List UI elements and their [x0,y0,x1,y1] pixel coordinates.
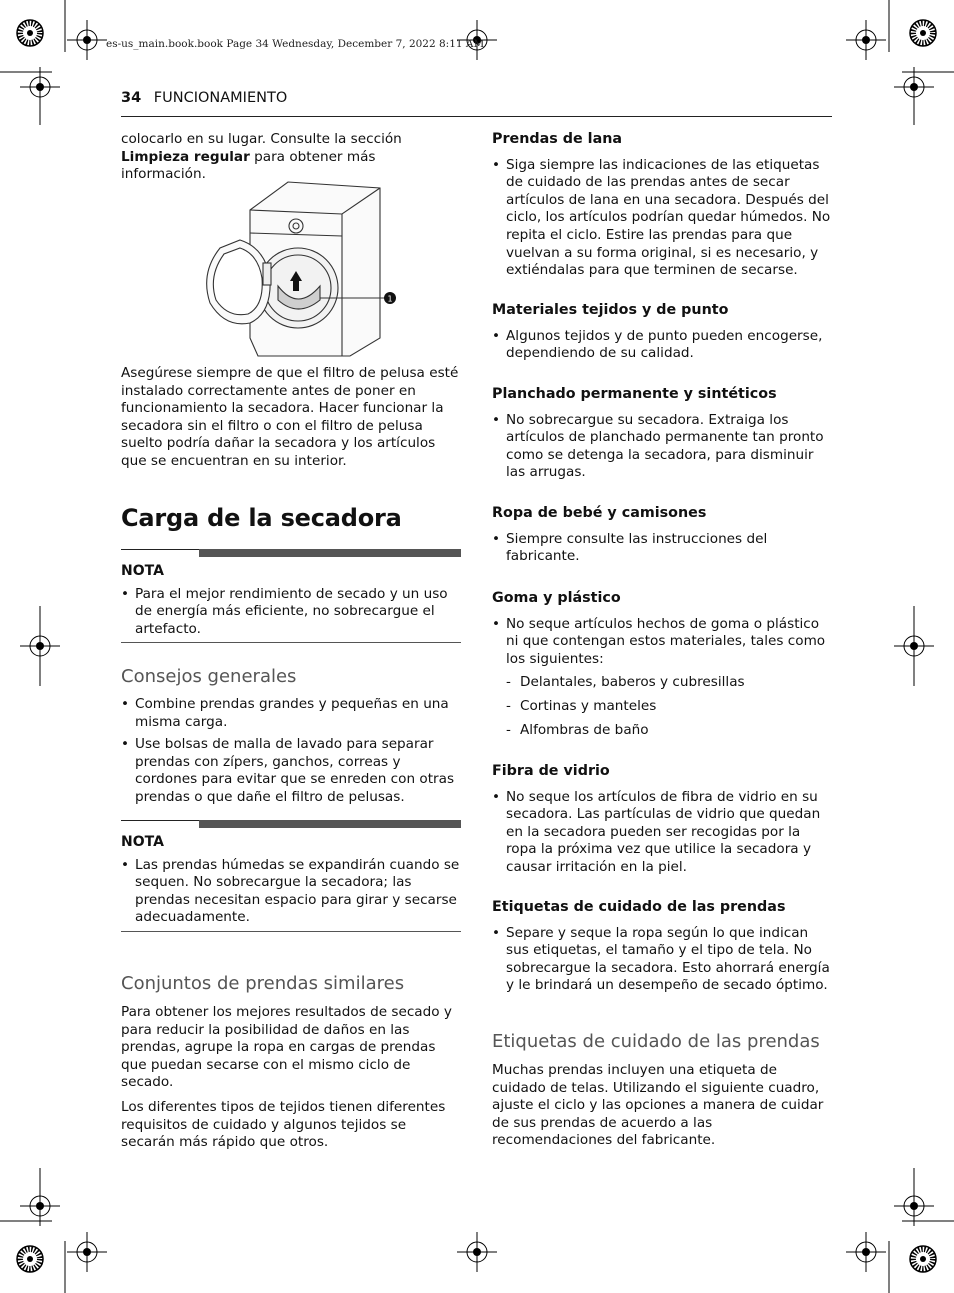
registration-crosshair-icon [20,626,60,666]
page-header [121,90,832,117]
note-title: NOTA [121,834,164,850]
list-item: • Para el mejor rendimiento de secado y un uso de energía más eficiente, no sobrecargue el artefacto. [121,586,461,639]
sub-list-item: - Cortinas y manteles [492,698,832,716]
note-bar [121,549,461,559]
registration-crosshair-icon [67,20,107,60]
registration-crosshair-icon [67,1232,107,1272]
registration-star-icon [17,20,43,46]
list-item: • No seque los artículos de fibra de vidrio en su secadora. Las partículas de vidrio que quedan en la secadora pueden ser recogidas por la ropa la próxima vez que utilice la secadora y causar irritación en la piel. [492,789,832,877]
knits-section [492,302,832,368]
general-tips-list [121,696,461,812]
list-item: • Combine prendas grandes y pequeñas en una misma carga. [121,696,461,731]
item-heading: Fibra de vidrio [492,763,610,779]
item-heading: Materiales tejidos y de punto [492,302,729,318]
sub-list-item: - Delantales, baberos y cubresillas [492,674,832,692]
care-labels-text: Muchas prendas incluyen una etiqueta de cuidado de telas. Utilizando el siguiente cuadro, ajuste el ciclo y las opciones a manera de cuidar de sus prendas de acuerdo a las recomendaciones del fabricante. [492,1062,824,1149]
wool-section [492,131,832,285]
note-bar [121,820,461,830]
item-heading: Prendas de lana [492,131,623,147]
intro-paragraph: colocarlo en su lugar. Consulte la sección Limpieza regular para obtener más información. [121,131,402,183]
list-item: • Use bolsas de malla de lavado para separar prendas con zípers, ganchos, correas y cordones para evitar que se enreden con otras prendas o que dañe el filtro de pelusas. [121,736,461,806]
registration-crosshair-icon [457,1232,497,1272]
fiberglass-section [492,763,832,882]
reference-link: Limpieza regular [121,148,250,165]
dryer-illustration [180,178,402,360]
subsection-title: Etiquetas de cuidado de las prendas [492,1031,820,1052]
registration-crosshair-icon [20,67,60,107]
item-heading: Goma y plástico [492,590,621,606]
list-item: • No seque artículos hechos de goma o plástico ni que contengan estos materiales, tales como los siguientes: [492,616,832,669]
print-slug: es-us_main.book.book Page 34 Wednesday, December 7, 2022 8:11 AM [106,38,485,50]
section-heading: Carga de la secadora [121,504,402,532]
note-title: NOTA [121,563,164,579]
item-heading: Ropa de bebé y camisones [492,505,707,521]
registration-crosshair-icon [894,67,934,107]
permanent-press-section [492,386,832,487]
list-item: • Siga siempre las indicaciones de las etiquetas de cuidado de las prendas antes de secar artículos de lana en una secadora. Después del ciclo, los artículos podrían quedar húmedos. No repita el ciclo. Estire las prendas para que vuelvan a su forma original, si es necesario, y extiéndalas para que terminen de secarse. [492,157,832,280]
page-number: 34 [121,90,142,106]
baby-clothes-section [492,505,832,571]
callout-number: 1 [387,294,393,304]
item-heading: Etiquetas de cuidado de las prendas [492,899,786,915]
list-item: • Las prendas húmedas se expandirán cuando se sequen. No sobrecargue la secadora; las prendas necesitan espacio para girar y secarse adecuadamente. [121,857,461,927]
similar-sets-text: Para obtener los mejores resultados de secado y para reducir la posibilidad de daños en las prendas, agrupe la ropa en cargas de prendas que puedan secarse con el mismo ciclo de secado. Los diferentes tipos de tejidos tienen diferentes requisitos de cuidado y algunos tejidos se secarán más rápido que otros. [121,1004,452,1151]
list-item: • Separe y seque la ropa según lo que indican sus etiquetas, el tamaño y el tipo de tela. No sobrecargue la secadora. Esto ahorrará energía y le brindará un desempeño de secado óptimo. [492,925,832,995]
subsection-title: Conjuntos de prendas similares [121,973,405,994]
registration-crosshair-icon [894,626,934,666]
divider [121,642,461,643]
rubber-plastic-section [492,590,832,745]
section-title: FUNCIONAMIENTO [153,90,288,106]
filter-warning: Asegúrese siempre de que el filtro de pelusa esté instalado correctamente antes de poner en funcionamiento la secadora. Hacer funcionar la secadora sin el filtro o con el filtro de pelusa suelto podría dañar la secadora y los artículos que se encuentran en su interior. [121,365,459,469]
list-item: • Algunos tejidos y de punto pueden encogerse, dependiendo de su calidad. [492,328,832,363]
list-item: • Siempre consulte las instrucciones del fabricante. [492,531,832,566]
registration-star-icon [910,1246,936,1272]
registration-star-icon [910,20,936,46]
registration-crosshair-icon [20,1186,60,1226]
registration-crosshair-icon [846,20,886,60]
list-item: • No sobrecargue su secadora. Extraiga los artículos de planchado permanente tan pronto como se detenga la secadora, para disminuir las arrugas. [492,412,832,482]
registration-star-icon [17,1246,43,1272]
divider [121,931,461,932]
subsection-title: Consejos generales [121,666,297,687]
sub-list-item: - Alfombras de baño [492,722,832,740]
item-heading: Planchado permanente y sintéticos [492,386,777,402]
care-labels-item [492,899,832,1000]
note-box-2 [121,820,461,932]
registration-crosshair-icon [846,1232,886,1272]
note-box-1 [121,549,461,643]
registration-crosshair-icon [894,1186,934,1226]
